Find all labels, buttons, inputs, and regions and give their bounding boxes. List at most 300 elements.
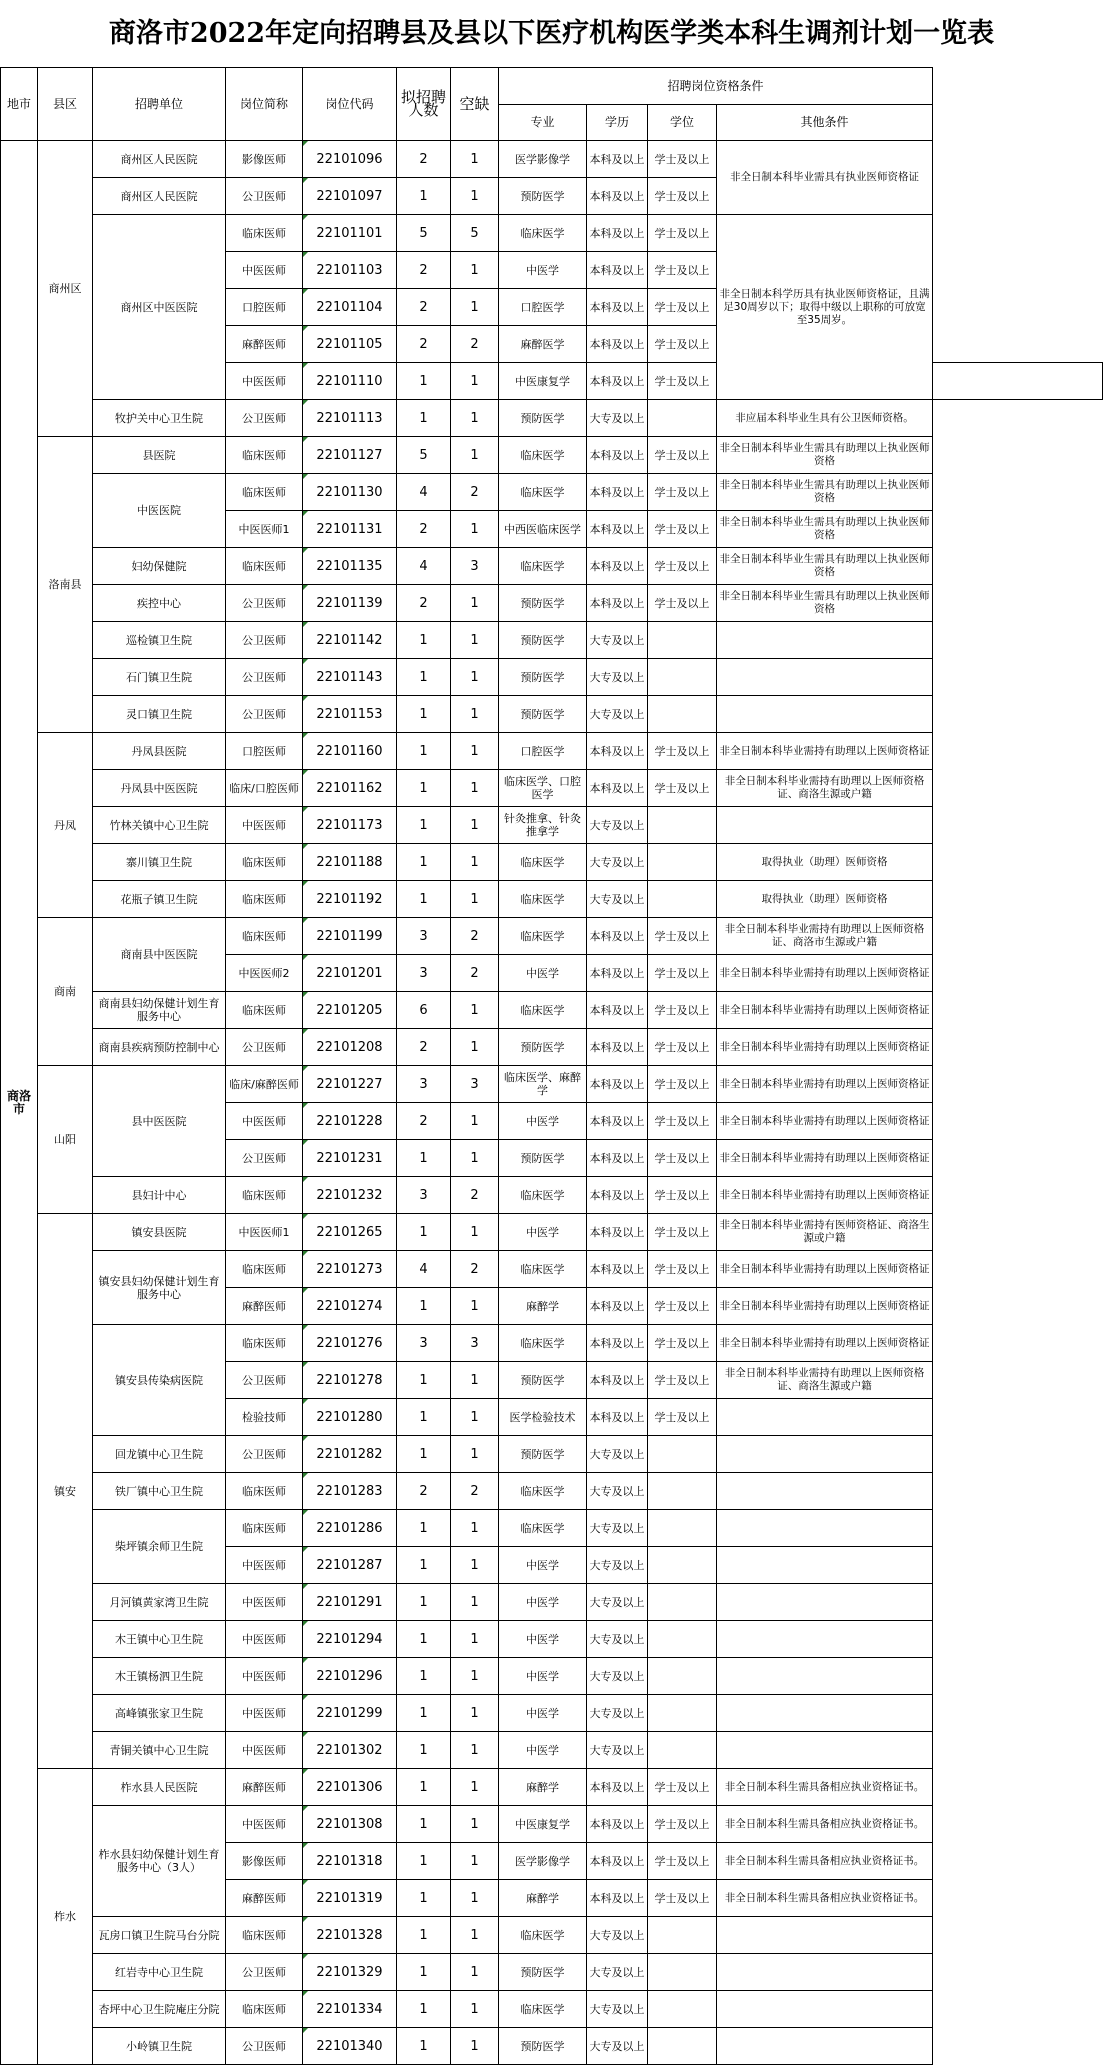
table-row xyxy=(1,400,1103,437)
edu-cell: 本科及以上 xyxy=(587,252,648,289)
post-cell: 公卫医师 xyxy=(226,1436,303,1473)
edu-cell: 大专及以上 xyxy=(587,400,648,437)
county-cell: 镇安 xyxy=(38,1214,93,1769)
vacancy-cell: 1 xyxy=(451,1510,499,1547)
vacancy-cell: 1 xyxy=(451,1954,499,1991)
unit-cell: 月河镇黄家湾卫生院 xyxy=(93,1584,226,1621)
plan-cell: 1 xyxy=(397,1658,451,1695)
degree-cell: 学士及以上 xyxy=(648,1362,717,1399)
plan-cell: 1 xyxy=(397,1214,451,1251)
plan-cell: 1 xyxy=(397,178,451,215)
other-cell xyxy=(717,1991,933,2028)
plan-cell: 1 xyxy=(397,1510,451,1547)
code-cell: 22101208 xyxy=(303,1029,397,1066)
vacancy-cell: 1 xyxy=(451,178,499,215)
plan-cell: 4 xyxy=(397,548,451,585)
unit-cell: 竹林关镇中心卫生院 xyxy=(93,807,226,844)
vacancy-cell: 1 xyxy=(451,400,499,437)
post-cell: 影像医师 xyxy=(226,141,303,178)
edu-cell: 本科及以上 xyxy=(587,1362,648,1399)
code-cell: 22101265 xyxy=(303,1214,397,1251)
edu-cell: 本科及以上 xyxy=(587,1029,648,1066)
county-cell: 商州区 xyxy=(38,141,93,437)
other-cell xyxy=(717,1547,933,1584)
major-cell: 临床医学 xyxy=(499,992,587,1029)
major-cell: 临床医学 xyxy=(499,918,587,955)
major-cell: 临床医学 xyxy=(499,1510,587,1547)
post-cell: 中医医师 xyxy=(226,363,303,400)
other-cell: 非全日制本科毕业需持有助理以上医师资格证 xyxy=(717,1251,933,1288)
unit-cell: 县医院 xyxy=(93,437,226,474)
edu-cell: 大专及以上 xyxy=(587,1547,648,1584)
table-row xyxy=(1,178,1103,215)
major-cell: 医学影像学 xyxy=(499,1843,587,1880)
vacancy-cell: 1 xyxy=(451,1880,499,1917)
vacancy-cell: 1 xyxy=(451,696,499,733)
header-vacancy: 空缺 xyxy=(451,68,499,141)
code-cell: 22101227 xyxy=(303,1066,397,1103)
table-row xyxy=(1,1917,1103,1954)
degree-cell xyxy=(648,881,717,918)
table-row xyxy=(1,1214,1103,1251)
other-cell: 非全日制本科生需具备相应执业资格证书。 xyxy=(717,1880,933,1917)
post-cell: 中医医师 xyxy=(226,1584,303,1621)
post-cell: 临床/口腔医师 xyxy=(226,770,303,807)
table-row xyxy=(1,1658,1103,1695)
vacancy-cell: 1 xyxy=(451,1584,499,1621)
post-cell: 中医医师 xyxy=(226,807,303,844)
edu-cell: 本科及以上 xyxy=(587,1325,648,1362)
other-cell: 非全日制本科毕业需持有助理以上医师资格证 xyxy=(717,733,933,770)
table-row xyxy=(1,1621,1103,1658)
table-row xyxy=(1,1695,1103,1732)
edu-cell: 大专及以上 xyxy=(587,1436,648,1473)
unit-cell: 石门镇卫生院 xyxy=(93,659,226,696)
code-cell: 22101199 xyxy=(303,918,397,955)
edu-cell: 大专及以上 xyxy=(587,881,648,918)
code-cell: 22101160 xyxy=(303,733,397,770)
degree-cell xyxy=(648,807,717,844)
other-cell: 非全日制本科毕业需持有助理以上医师资格证 xyxy=(717,1029,933,1066)
unit-cell: 县中医医院 xyxy=(93,1066,226,1177)
degree-cell xyxy=(648,622,717,659)
major-cell: 中医学 xyxy=(499,1214,587,1251)
degree-cell: 学士及以上 xyxy=(648,141,717,178)
other-cell: 非全日制本科毕业需持有助理以上医师资格证、商洛市生源或户籍 xyxy=(717,918,933,955)
post-cell: 临床医师 xyxy=(226,1473,303,1510)
edu-cell: 本科及以上 xyxy=(587,1251,648,1288)
plan-cell: 4 xyxy=(397,474,451,511)
unit-cell: 铁厂镇中心卫生院 xyxy=(93,1473,226,1510)
post-cell: 口腔医师 xyxy=(226,733,303,770)
major-cell: 临床医学 xyxy=(499,1177,587,1214)
vacancy-cell: 2 xyxy=(451,918,499,955)
code-cell: 22101130 xyxy=(303,474,397,511)
degree-cell: 学士及以上 xyxy=(648,215,717,252)
code-cell: 22101105 xyxy=(303,326,397,363)
major-cell: 临床医学 xyxy=(499,1325,587,1362)
post-cell: 临床医师 xyxy=(226,1917,303,1954)
plan-cell: 2 xyxy=(397,585,451,622)
unit-cell: 牧护关中心卫生院 xyxy=(93,400,226,437)
vacancy-cell: 1 xyxy=(451,733,499,770)
plan-cell: 1 xyxy=(397,844,451,881)
unit-cell: 妇幼保健院 xyxy=(93,548,226,585)
plan-cell: 1 xyxy=(397,1806,451,1843)
post-cell: 临床医师 xyxy=(226,1251,303,1288)
unit-cell: 寨川镇卫生院 xyxy=(93,844,226,881)
edu-cell: 大专及以上 xyxy=(587,1510,648,1547)
header-city: 地市 xyxy=(1,68,38,141)
plan-cell: 3 xyxy=(397,1325,451,1362)
unit-cell: 商州区中医医院 xyxy=(93,215,226,400)
code-cell: 22101127 xyxy=(303,437,397,474)
code-cell: 22101308 xyxy=(303,1806,397,1843)
edu-cell: 本科及以上 xyxy=(587,1214,648,1251)
degree-cell: 学士及以上 xyxy=(648,918,717,955)
table-row xyxy=(1,844,1103,881)
vacancy-cell: 2 xyxy=(451,955,499,992)
major-cell: 预防医学 xyxy=(499,1029,587,1066)
post-cell: 临床医师 xyxy=(226,1510,303,1547)
table-body xyxy=(1,141,1103,2065)
major-cell: 中医学 xyxy=(499,1103,587,1140)
edu-cell: 本科及以上 xyxy=(587,326,648,363)
plan-cell: 1 xyxy=(397,733,451,770)
unit-cell: 青铜关镇中心卫生院 xyxy=(93,1732,226,1769)
post-cell: 中医医师2 xyxy=(226,955,303,992)
unit-cell: 丹凤县医院 xyxy=(93,733,226,770)
table-row xyxy=(1,1806,1103,1843)
major-cell: 口腔医学 xyxy=(499,289,587,326)
major-cell: 预防医学 xyxy=(499,585,587,622)
post-cell: 中医医师1 xyxy=(226,511,303,548)
other-cell: 非全日制本科毕业生需具有助理以上执业医师资格 xyxy=(717,548,933,585)
plan-cell: 1 xyxy=(397,1695,451,1732)
post-cell: 中医医师1 xyxy=(226,1214,303,1251)
other-cell: 非全日制本科毕业需持有助理以上医师资格证、商洛生源或户籍 xyxy=(717,1362,933,1399)
degree-cell xyxy=(648,1436,717,1473)
major-cell: 中医学 xyxy=(499,1547,587,1584)
vacancy-cell: 1 xyxy=(451,992,499,1029)
edu-cell: 本科及以上 xyxy=(587,1843,648,1880)
other-cell: 取得执业（助理）医师资格 xyxy=(717,881,933,918)
other-cell xyxy=(717,2028,933,2065)
degree-cell: 学士及以上 xyxy=(648,1177,717,1214)
table-row xyxy=(1,992,1103,1029)
edu-cell: 大专及以上 xyxy=(587,696,648,733)
post-cell: 麻醉医师 xyxy=(226,1769,303,1806)
major-cell: 中医学 xyxy=(499,252,587,289)
edu-cell: 大专及以上 xyxy=(587,1658,648,1695)
table-row xyxy=(1,918,1103,955)
other-cell: 非全日制本科毕业需持有助理以上医师资格证 xyxy=(717,1288,933,1325)
table-row xyxy=(1,1325,1103,1362)
post-cell: 临床医师 xyxy=(226,548,303,585)
plan-cell: 1 xyxy=(397,1584,451,1621)
post-cell: 中医医师 xyxy=(226,1547,303,1584)
other-cell xyxy=(717,1917,933,1954)
unit-cell: 疾控中心 xyxy=(93,585,226,622)
edu-cell: 本科及以上 xyxy=(587,733,648,770)
unit-cell: 巡检镇卫生院 xyxy=(93,622,226,659)
plan-cell: 2 xyxy=(397,289,451,326)
major-cell: 预防医学 xyxy=(499,1140,587,1177)
major-cell: 预防医学 xyxy=(499,622,587,659)
post-cell: 临床医师 xyxy=(226,437,303,474)
edu-cell: 本科及以上 xyxy=(587,474,648,511)
unit-cell: 木王镇杨泗卫生院 xyxy=(93,1658,226,1695)
major-cell: 临床医学 xyxy=(499,844,587,881)
degree-cell: 学士及以上 xyxy=(648,511,717,548)
unit-cell: 小岭镇卫生院 xyxy=(93,2028,226,2065)
table-row xyxy=(1,807,1103,844)
major-cell: 中西医临床医学 xyxy=(499,511,587,548)
header-major: 专业 xyxy=(499,105,587,141)
degree-cell xyxy=(648,1658,717,1695)
code-cell: 22101101 xyxy=(303,215,397,252)
edu-cell: 本科及以上 xyxy=(587,289,648,326)
plan-cell: 1 xyxy=(397,1362,451,1399)
major-cell: 预防医学 xyxy=(499,659,587,696)
edu-cell: 本科及以上 xyxy=(587,1103,648,1140)
edu-cell: 本科及以上 xyxy=(587,770,648,807)
table-row xyxy=(1,141,1103,178)
other-cell xyxy=(717,1954,933,1991)
edu-cell: 本科及以上 xyxy=(587,1806,648,1843)
code-cell: 22101153 xyxy=(303,696,397,733)
other-cell: 非全日制本科毕业需持有助理以上医师资格证 xyxy=(717,1177,933,1214)
degree-cell: 学士及以上 xyxy=(648,252,717,289)
vacancy-cell: 1 xyxy=(451,511,499,548)
degree-cell: 学士及以上 xyxy=(648,955,717,992)
unit-cell: 柞水县妇幼保健计划生育服务中心（3人） xyxy=(93,1806,226,1917)
table-row xyxy=(1,622,1103,659)
edu-cell: 本科及以上 xyxy=(587,1769,648,1806)
code-cell: 22101201 xyxy=(303,955,397,992)
header-other: 其他条件 xyxy=(717,105,933,141)
post-cell: 口腔医师 xyxy=(226,289,303,326)
code-cell: 22101113 xyxy=(303,400,397,437)
plan-cell: 1 xyxy=(397,400,451,437)
post-cell: 中医医师 xyxy=(226,1695,303,1732)
code-cell: 22101096 xyxy=(303,141,397,178)
table-row xyxy=(1,215,1103,252)
other-cell xyxy=(717,1695,933,1732)
edu-cell: 本科及以上 xyxy=(587,215,648,252)
edu-cell: 大专及以上 xyxy=(587,1732,648,1769)
post-cell: 公卫医师 xyxy=(226,696,303,733)
code-cell: 22101228 xyxy=(303,1103,397,1140)
major-cell: 中医学 xyxy=(499,955,587,992)
degree-cell: 学士及以上 xyxy=(648,178,717,215)
post-cell: 麻醉医师 xyxy=(226,1288,303,1325)
unit-cell: 回龙镇中心卫生院 xyxy=(93,1436,226,1473)
edu-cell: 本科及以上 xyxy=(587,141,648,178)
degree-cell: 学士及以上 xyxy=(648,289,717,326)
edu-cell: 大专及以上 xyxy=(587,844,648,881)
post-cell: 影像医师 xyxy=(226,1843,303,1880)
unit-cell: 商州区人民医院 xyxy=(93,141,226,178)
vacancy-cell: 2 xyxy=(451,326,499,363)
code-cell: 22101340 xyxy=(303,2028,397,2065)
code-cell: 22101278 xyxy=(303,1362,397,1399)
unit-cell: 镇安县传染病医院 xyxy=(93,1325,226,1436)
edu-cell: 大专及以上 xyxy=(587,659,648,696)
other-cell: 非全日制本科生需具备相应执业资格证书。 xyxy=(717,1843,933,1880)
plan-cell: 1 xyxy=(397,1288,451,1325)
major-cell: 中医学 xyxy=(499,1695,587,1732)
vacancy-cell: 1 xyxy=(451,1436,499,1473)
code-cell: 22101296 xyxy=(303,1658,397,1695)
page-title: 商洛市2022年定向招聘县及县以下医疗机构医学类本科生调剂计划一览表 xyxy=(108,18,995,49)
code-cell: 22101280 xyxy=(303,1399,397,1436)
code-cell: 22101188 xyxy=(303,844,397,881)
other-cell: 非全日制本科学历具有执业医师资格证，且满足30周岁以下；取得中级以上职称的可放宽至35周岁。 xyxy=(717,215,933,400)
county-cell: 洛南县 xyxy=(38,437,93,733)
unit-cell: 花瓶子镇卫生院 xyxy=(93,881,226,918)
edu-cell: 大专及以上 xyxy=(587,1473,648,1510)
other-cell xyxy=(717,1732,933,1769)
vacancy-cell: 2 xyxy=(451,474,499,511)
degree-cell: 学士及以上 xyxy=(648,1288,717,1325)
post-cell: 麻醉医师 xyxy=(226,1880,303,1917)
code-cell: 22101276 xyxy=(303,1325,397,1362)
edu-cell: 本科及以上 xyxy=(587,955,648,992)
vacancy-cell: 2 xyxy=(451,1177,499,1214)
plan-cell: 3 xyxy=(397,955,451,992)
plan-cell: 1 xyxy=(397,807,451,844)
code-cell: 22101142 xyxy=(303,622,397,659)
plan-cell: 6 xyxy=(397,992,451,1029)
other-cell xyxy=(717,1510,933,1547)
edu-cell: 大专及以上 xyxy=(587,2028,648,2065)
degree-cell: 学士及以上 xyxy=(648,1769,717,1806)
degree-cell: 学士及以上 xyxy=(648,1029,717,1066)
other-cell xyxy=(717,1399,933,1436)
plan-cell: 1 xyxy=(397,622,451,659)
header-edu: 学历 xyxy=(587,105,648,141)
major-cell: 临床医学 xyxy=(499,1991,587,2028)
major-cell: 中医学 xyxy=(499,1732,587,1769)
edu-cell: 本科及以上 xyxy=(587,1177,648,1214)
plan-cell: 1 xyxy=(397,1991,451,2028)
other-cell: 非全日制本科毕业需持有助理以上医师资格证 xyxy=(717,1103,933,1140)
post-cell: 临床医师 xyxy=(226,1325,303,1362)
header-conditions: 招聘岗位资格条件 xyxy=(499,68,933,105)
county-cell: 商南 xyxy=(38,918,93,1066)
code-cell: 22101097 xyxy=(303,178,397,215)
plan-cell: 1 xyxy=(397,696,451,733)
post-cell: 公卫医师 xyxy=(226,1029,303,1066)
plan-cell: 1 xyxy=(397,1399,451,1436)
degree-cell xyxy=(648,1621,717,1658)
plan-cell: 1 xyxy=(397,1436,451,1473)
code-cell: 22101286 xyxy=(303,1510,397,1547)
vacancy-cell: 3 xyxy=(451,1325,499,1362)
code-cell: 22101192 xyxy=(303,881,397,918)
edu-cell: 本科及以上 xyxy=(587,1066,648,1103)
code-cell: 22101291 xyxy=(303,1584,397,1621)
code-cell: 22101294 xyxy=(303,1621,397,1658)
unit-cell: 红岩寺中心卫生院 xyxy=(93,1954,226,1991)
code-cell: 22101302 xyxy=(303,1732,397,1769)
vacancy-cell: 1 xyxy=(451,1029,499,1066)
other-cell: 非全日制本科毕业需持有助理以上医师资格证、商洛生源或户籍 xyxy=(717,770,933,807)
degree-cell: 学士及以上 xyxy=(648,548,717,585)
post-cell: 临床医师 xyxy=(226,881,303,918)
other-cell xyxy=(717,696,933,733)
other-cell: 非全日制本科毕业需持有助理以上医师资格证 xyxy=(717,1140,933,1177)
vacancy-cell: 1 xyxy=(451,1991,499,2028)
plan-cell: 5 xyxy=(397,437,451,474)
vacancy-cell: 5 xyxy=(451,215,499,252)
degree-cell: 学士及以上 xyxy=(648,1880,717,1917)
post-cell: 中医医师 xyxy=(226,1658,303,1695)
edu-cell: 大专及以上 xyxy=(587,807,648,844)
code-cell: 22101143 xyxy=(303,659,397,696)
vacancy-cell: 1 xyxy=(451,1806,499,1843)
plan-cell: 2 xyxy=(397,511,451,548)
major-cell: 临床医学、麻醉学 xyxy=(499,1066,587,1103)
plan-cell: 5 xyxy=(397,215,451,252)
plan-cell: 2 xyxy=(397,1103,451,1140)
code-cell: 22101329 xyxy=(303,1954,397,1991)
major-cell: 麻醉医学 xyxy=(499,326,587,363)
edu-cell: 本科及以上 xyxy=(587,1140,648,1177)
vacancy-cell: 1 xyxy=(451,1362,499,1399)
vacancy-cell: 1 xyxy=(451,659,499,696)
post-cell: 临床医师 xyxy=(226,215,303,252)
post-cell: 临床医师 xyxy=(226,1177,303,1214)
code-cell: 22101282 xyxy=(303,1436,397,1473)
table-row xyxy=(1,770,1103,807)
other-cell: 非全日制本科毕业需具有执业医师资格证 xyxy=(717,141,933,215)
code-cell: 22101319 xyxy=(303,1880,397,1917)
major-cell: 麻醉学 xyxy=(499,1288,587,1325)
plan-cell: 1 xyxy=(397,363,451,400)
plan-cell: 2 xyxy=(397,1029,451,1066)
table-row xyxy=(1,2028,1103,2065)
major-cell: 医学检验技术 xyxy=(499,1399,587,1436)
plan-cell: 1 xyxy=(397,770,451,807)
degree-cell xyxy=(648,1917,717,1954)
unit-cell: 高峰镇张家卫生院 xyxy=(93,1695,226,1732)
edu-cell: 本科及以上 xyxy=(587,1880,648,1917)
vacancy-cell: 3 xyxy=(451,548,499,585)
vacancy-cell: 1 xyxy=(451,1214,499,1251)
vacancy-cell: 1 xyxy=(451,881,499,918)
post-cell: 检验技师 xyxy=(226,1399,303,1436)
post-cell: 公卫医师 xyxy=(226,178,303,215)
major-cell: 针灸推拿、针灸推拿学 xyxy=(499,807,587,844)
degree-cell: 学士及以上 xyxy=(648,1325,717,1362)
unit-cell: 柴坪镇余师卫生院 xyxy=(93,1510,226,1584)
unit-cell: 中医医院 xyxy=(93,474,226,548)
other-cell: 非全日制本科生需具备相应执业资格证书。 xyxy=(717,1769,933,1806)
unit-cell: 镇安县妇幼保健计划生育服务中心 xyxy=(93,1251,226,1325)
code-cell: 22101135 xyxy=(303,548,397,585)
code-cell: 22101273 xyxy=(303,1251,397,1288)
table-row xyxy=(1,1584,1103,1621)
other-cell xyxy=(717,1621,933,1658)
unit-cell: 商州区人民医院 xyxy=(93,178,226,215)
table-row xyxy=(1,1251,1103,1288)
post-cell: 公卫医师 xyxy=(226,1140,303,1177)
table-row xyxy=(1,1066,1103,1103)
header-post: 岗位简称 xyxy=(226,68,303,141)
major-cell: 临床医学 xyxy=(499,437,587,474)
